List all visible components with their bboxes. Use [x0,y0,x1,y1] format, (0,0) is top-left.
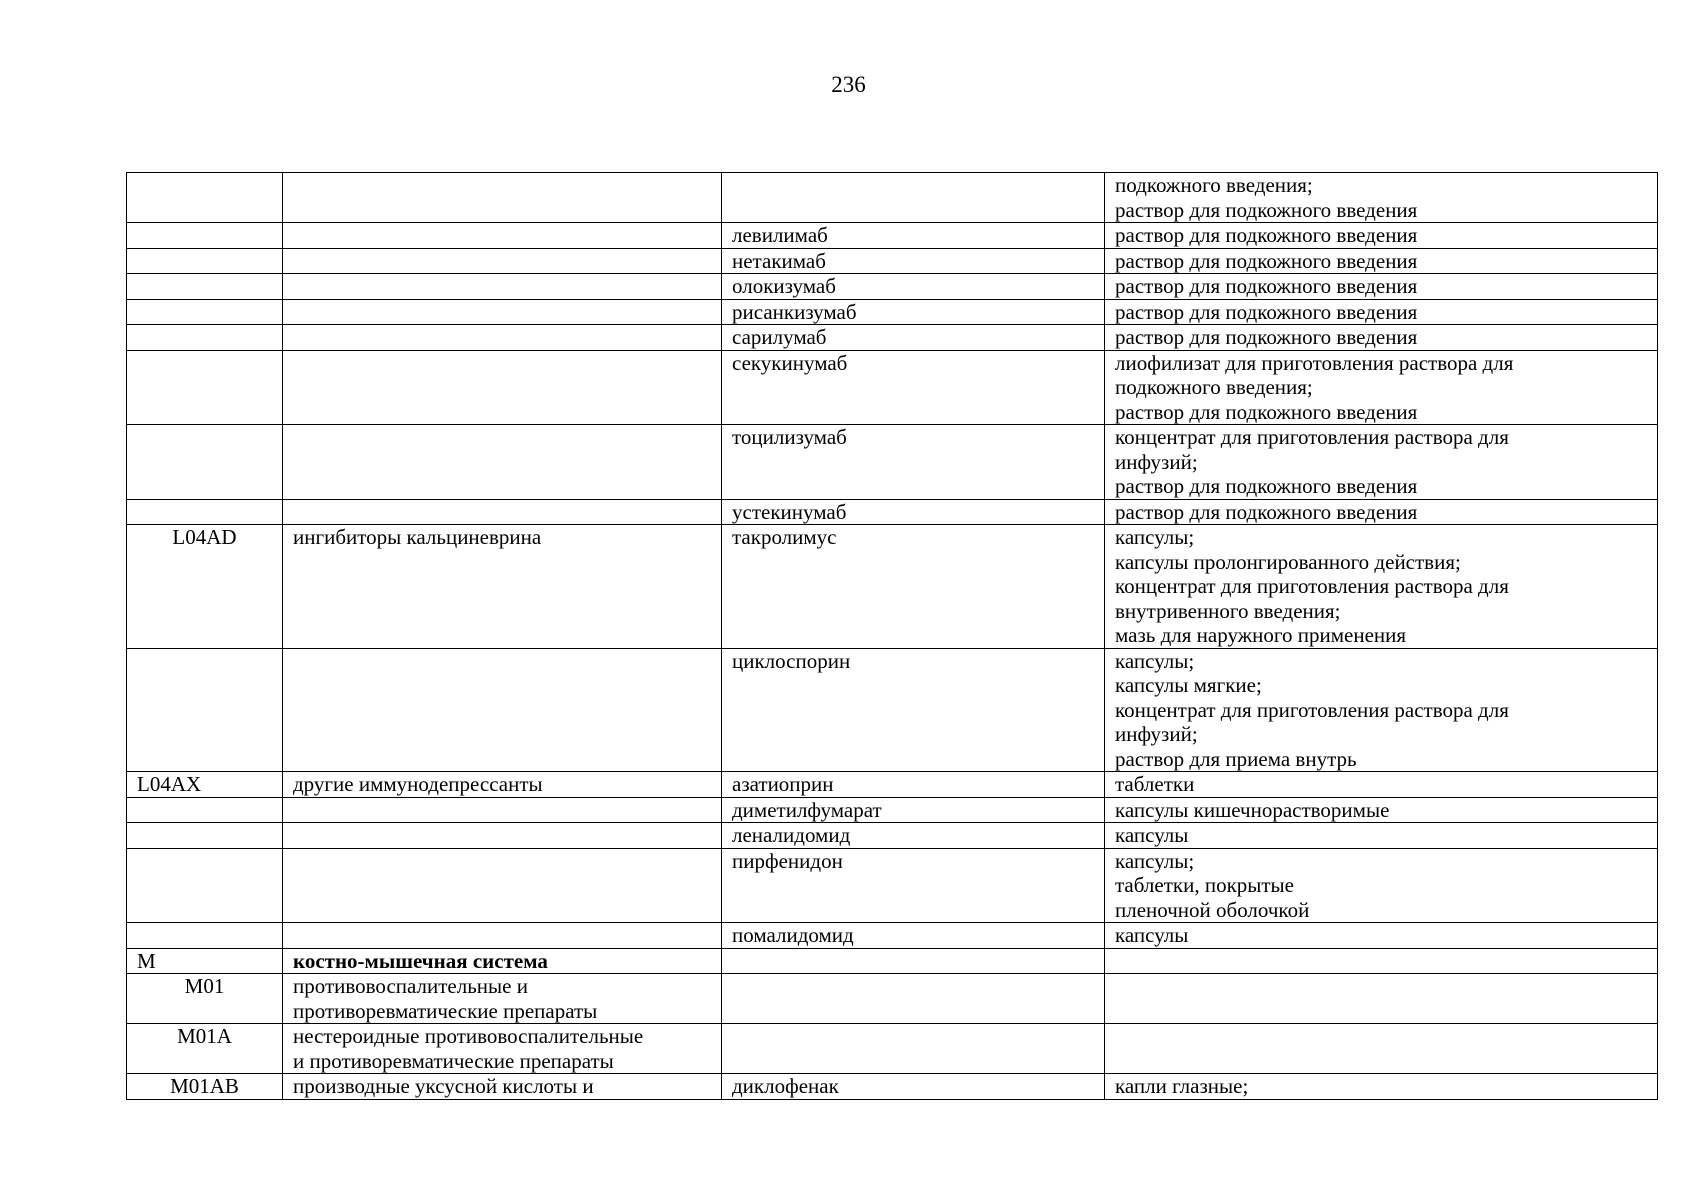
group-name-cell [283,350,722,425]
group-name-cell: ингибиторы кальциневрина [283,525,722,649]
drug-name-cell: рисанкизумаб [722,299,1105,325]
group-name-cell [283,274,722,300]
atc-code-cell [127,499,283,525]
drug-name-cell: пирфенидон [722,848,1105,923]
dosage-form-cell: капсулы; капсулы мягкие; концентрат для приготовления раствора для инфузий; раствор для приема внутрь [1105,648,1658,772]
group-name-cell [283,425,722,500]
drug-name-cell: секукинумаб [722,350,1105,425]
table-body [127,173,1658,1100]
atc-code-cell [127,823,283,849]
dosage-form-cell: капли глазные; [1105,1074,1658,1100]
atc-code-cell [127,248,283,274]
table-row [127,350,1658,425]
table-row [127,248,1658,274]
atc-code-cell [127,299,283,325]
dosage-form-cell: раствор для подкожного введения [1105,274,1658,300]
group-name-cell: костно-мышечная система [283,948,722,974]
atc-code-cell: M01 [127,974,283,1024]
dosage-form-cell: раствор для подкожного введения [1105,325,1658,351]
atc-code-cell: M01AB [127,1074,283,1100]
table-row [127,948,1658,974]
drug-name-cell [722,1024,1105,1074]
group-name-cell [283,173,722,223]
drug-name-cell: помалидомид [722,923,1105,949]
atc-code-cell [127,274,283,300]
atc-code-cell: M01A [127,1024,283,1074]
dosage-form-cell [1105,948,1658,974]
table-row [127,425,1658,500]
table-row [127,923,1658,949]
drug-name-cell: устекинумаб [722,499,1105,525]
group-name-cell [283,499,722,525]
atc-code-cell [127,223,283,249]
drug-name-cell: сарилумаб [722,325,1105,351]
table-row [127,525,1658,649]
atc-code-cell: L04AX [127,772,283,798]
drug-name-cell: такролимус [722,525,1105,649]
table-row [127,274,1658,300]
drug-name-cell: леналидомид [722,823,1105,849]
atc-code-cell [127,797,283,823]
table-row [127,823,1658,849]
group-name-cell [283,848,722,923]
atc-code-cell [127,325,283,351]
dosage-form-cell: лиофилизат для приготовления раствора для подкожного введения; раствор для подкожного введения [1105,350,1658,425]
drug-name-cell [722,173,1105,223]
table-row [127,772,1658,798]
group-name-cell [283,248,722,274]
atc-code-cell [127,350,283,425]
drug-name-cell: олокизумаб [722,274,1105,300]
dosage-form-cell: концентрат для приготовления раствора для инфузий; раствор для подкожного введения [1105,425,1658,500]
group-name-cell [283,223,722,249]
group-name-cell: производные уксусной кислоты и [283,1074,722,1100]
drug-name-cell [722,948,1105,974]
drug-name-cell: азатиоприн [722,772,1105,798]
atc-code-cell [127,648,283,772]
dosage-form-cell: капсулы кишечнорастворимые [1105,797,1658,823]
page-number: 236 [831,72,866,97]
dosage-form-cell: таблетки [1105,772,1658,798]
atc-code-cell [127,425,283,500]
drug-list-table [126,172,1658,1100]
group-name-cell [283,923,722,949]
table-row [127,648,1658,772]
group-name-cell [283,299,722,325]
table-row [127,173,1658,223]
table-row [127,1024,1658,1074]
dosage-form-cell: раствор для подкожного введения [1105,223,1658,249]
dosage-form-cell: капсулы; капсулы пролонгированного действия; концентрат для приготовления раствора для внутривенного введения; мазь для наружного применения [1105,525,1658,649]
table-row [127,499,1658,525]
group-name-cell [283,325,722,351]
dosage-form-cell [1105,974,1658,1024]
dosage-form-cell: капсулы; таблетки, покрытые пленочной оболочкой [1105,848,1658,923]
table-row [127,299,1658,325]
dosage-form-cell: раствор для подкожного введения [1105,299,1658,325]
drug-name-cell: тоцилизумаб [722,425,1105,500]
table-row [127,325,1658,351]
atc-code-cell [127,848,283,923]
dosage-form-cell: капсулы [1105,923,1658,949]
dosage-form-cell: подкожного введения; раствор для подкожного введения [1105,173,1658,223]
drug-name-cell: диметилфумарат [722,797,1105,823]
drug-name-cell [722,974,1105,1024]
group-name-cell [283,823,722,849]
group-name-cell [283,797,722,823]
dosage-form-cell: капсулы [1105,823,1658,849]
dosage-form-cell: раствор для подкожного введения [1105,248,1658,274]
drug-name-cell: левилимаб [722,223,1105,249]
drug-name-cell: циклоспорин [722,648,1105,772]
drug-name-cell: диклофенак [722,1074,1105,1100]
atc-code-cell [127,923,283,949]
drug-name-cell: нетакимаб [722,248,1105,274]
dosage-form-cell [1105,1024,1658,1074]
table-row [127,974,1658,1024]
group-name-cell: противовоспалительные и противоревматические препараты [283,974,722,1024]
table-row [127,1074,1658,1100]
group-name-cell [283,648,722,772]
group-name-cell: нестероидные противовоспалительные и противоревматические препараты [283,1024,722,1074]
dosage-form-cell: раствор для подкожного введения [1105,499,1658,525]
group-name-cell: другие иммунодепрессанты [283,772,722,798]
atc-code-cell [127,173,283,223]
table-row [127,848,1658,923]
atc-code-cell: L04AD [127,525,283,649]
atc-code-cell: M [127,948,283,974]
table-row [127,797,1658,823]
table-row [127,223,1658,249]
